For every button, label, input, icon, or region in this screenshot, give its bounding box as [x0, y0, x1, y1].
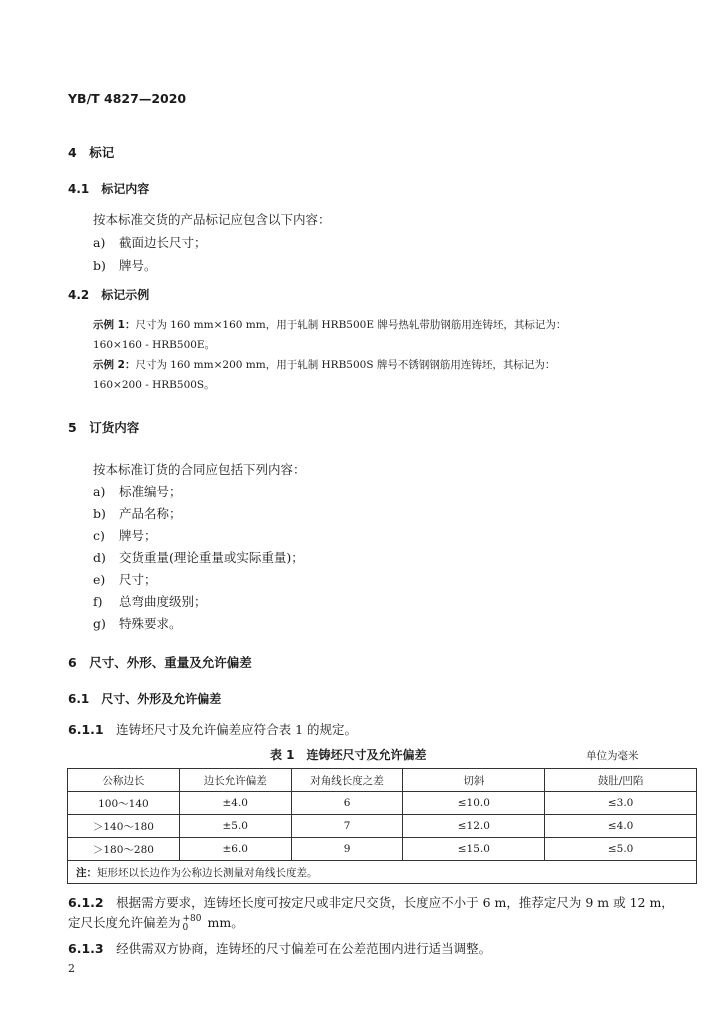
table-row [68, 815, 697, 838]
table-cell: 6 [291, 792, 403, 815]
table-note-text: 矩形坯以长边作为公称边长测量对角线长度差。 [97, 866, 318, 879]
table-cell: ＞140～180 [68, 815, 180, 838]
length-tolerance [183, 915, 202, 933]
table-header-cell: 边长允许偏差 [179, 769, 291, 792]
list-item [93, 614, 182, 632]
list-text: 尺寸； [119, 572, 157, 587]
clause-6-1-2-cont [68, 913, 244, 933]
tolerance-lower: 0 [182, 922, 189, 933]
table-cell: ±6.0 [179, 838, 291, 861]
table-cell: ±4.0 [179, 792, 291, 815]
list-item [93, 548, 304, 566]
section-5-intro: 按本标准订货的合同应包括下列内容： [93, 462, 306, 477]
list-text: 总弯曲度级别； [119, 594, 207, 609]
table-cell: ≤4.0 [545, 815, 697, 838]
list-item [93, 592, 207, 610]
list-key: f) [93, 594, 103, 609]
list-text: 截面边长尺寸； [119, 235, 207, 250]
example-text: 尺寸为 160 mm×200 mm，用于轧制 HRB500S 牌号不锈钢钢筋用连铸坯，其标记为： [135, 359, 556, 371]
example-label: 示例 2： [93, 359, 136, 371]
list-text: 牌号； [119, 528, 157, 543]
list-item [93, 233, 207, 251]
example-1 [93, 317, 566, 332]
list-key: e) [93, 572, 106, 587]
list-item [93, 526, 157, 544]
list-text: 交货重量(理论重量或实际重量)； [119, 550, 304, 565]
table-row [68, 838, 697, 861]
table-header-row [68, 769, 697, 792]
list-key: b) [93, 506, 106, 521]
table-cell: 100～140 [68, 792, 180, 815]
section-4-title: 4 标记 [68, 145, 115, 160]
clause-text: 连铸坯尺寸及允许偏差应符合表 1 的规定。 [116, 722, 358, 737]
table-cell: 7 [291, 815, 403, 838]
list-key: a) [93, 235, 106, 250]
table-note-label: 注： [76, 866, 97, 879]
example-1-mark: 160×160 - HRB500E。 [93, 339, 216, 351]
table-cell: ≤5.0 [545, 838, 697, 861]
list-text: 牌号。 [119, 258, 157, 273]
list-key: d) [93, 550, 106, 565]
table-cell: ±5.0 [179, 815, 291, 838]
clause-number: 6.1.3 [68, 941, 104, 956]
list-item [93, 504, 182, 522]
list-item [93, 256, 157, 274]
list-item [93, 482, 182, 500]
section-6-1-title: 6.1 尺寸、外形及允许偏差 [68, 692, 222, 706]
list-text: 特殊要求。 [119, 616, 182, 631]
clause-text: 定尺长度允许偏差为 [68, 915, 181, 930]
section-5-title: 5 订货内容 [68, 420, 140, 435]
table-header-cell: 切斜 [403, 769, 545, 792]
table-note [68, 861, 697, 884]
list-key: b) [93, 258, 106, 273]
clause-number: 6.1.1 [68, 722, 104, 737]
list-text: 产品名称； [119, 506, 182, 521]
table-cell: ≤12.0 [403, 815, 545, 838]
list-key: a) [93, 484, 106, 499]
clause-6-1-3 [68, 939, 491, 957]
clause-6-1-1 [68, 720, 357, 738]
table-header-cell: 公称边长 [68, 769, 180, 792]
clause-number: 6.1.2 [68, 895, 104, 910]
clause-6-1-2 [68, 893, 674, 911]
example-2 [93, 357, 555, 372]
table-caption: 表 1 连铸坯尺寸及允许偏差 [270, 748, 427, 762]
table-1 [67, 768, 697, 884]
example-text: 尺寸为 160 mm×160 mm，用于轧制 HRB500E 牌号热轧带肋钢筋用连铸坯，其标记为： [135, 319, 567, 331]
example-label: 示例 1： [93, 319, 136, 331]
table-header-cell: 对角线长度之差 [291, 769, 403, 792]
tolerance-upper: +80 [182, 913, 202, 924]
list-key: c) [93, 528, 105, 543]
table-cell: ＞180～280 [68, 838, 180, 861]
table-note-row [68, 861, 697, 884]
standard-code: YB/T 4827—2020 [68, 91, 187, 106]
page-number: 2 [68, 962, 75, 975]
clause-text: 根据需方要求，连铸坯长度可按定尺或非定尺交货，长度应不小于 6 m，推荐定尺为 9 m 或 12 m， [116, 895, 674, 910]
clause-text: mm。 [203, 915, 244, 930]
table-header-cell: 鼓肚/凹陷 [545, 769, 697, 792]
table-cell: 9 [291, 838, 403, 861]
table-cell: ≤10.0 [403, 792, 545, 815]
example-2-mark: 160×200 - HRB500S。 [93, 379, 215, 391]
table-cell: ≤3.0 [545, 792, 697, 815]
table-unit: 单位为毫米 [586, 750, 639, 762]
section-4-1-intro: 按本标准交货的产品标记应包含以下内容： [93, 212, 331, 227]
table-row [68, 792, 697, 815]
list-item [93, 570, 157, 588]
section-4-1-title: 4.1 标记内容 [68, 182, 150, 196]
section-4-2-title: 4.2 标记示例 [68, 288, 150, 302]
list-text: 标准编号； [119, 484, 182, 499]
clause-text: 经供需双方协商，连铸坯的尺寸偏差可在公差范围内进行适当调整。 [116, 941, 492, 956]
list-key: g) [93, 616, 106, 631]
table-cell: ≤15.0 [403, 838, 545, 861]
section-6-title: 6 尺寸、外形、重量及允许偏差 [68, 655, 252, 670]
